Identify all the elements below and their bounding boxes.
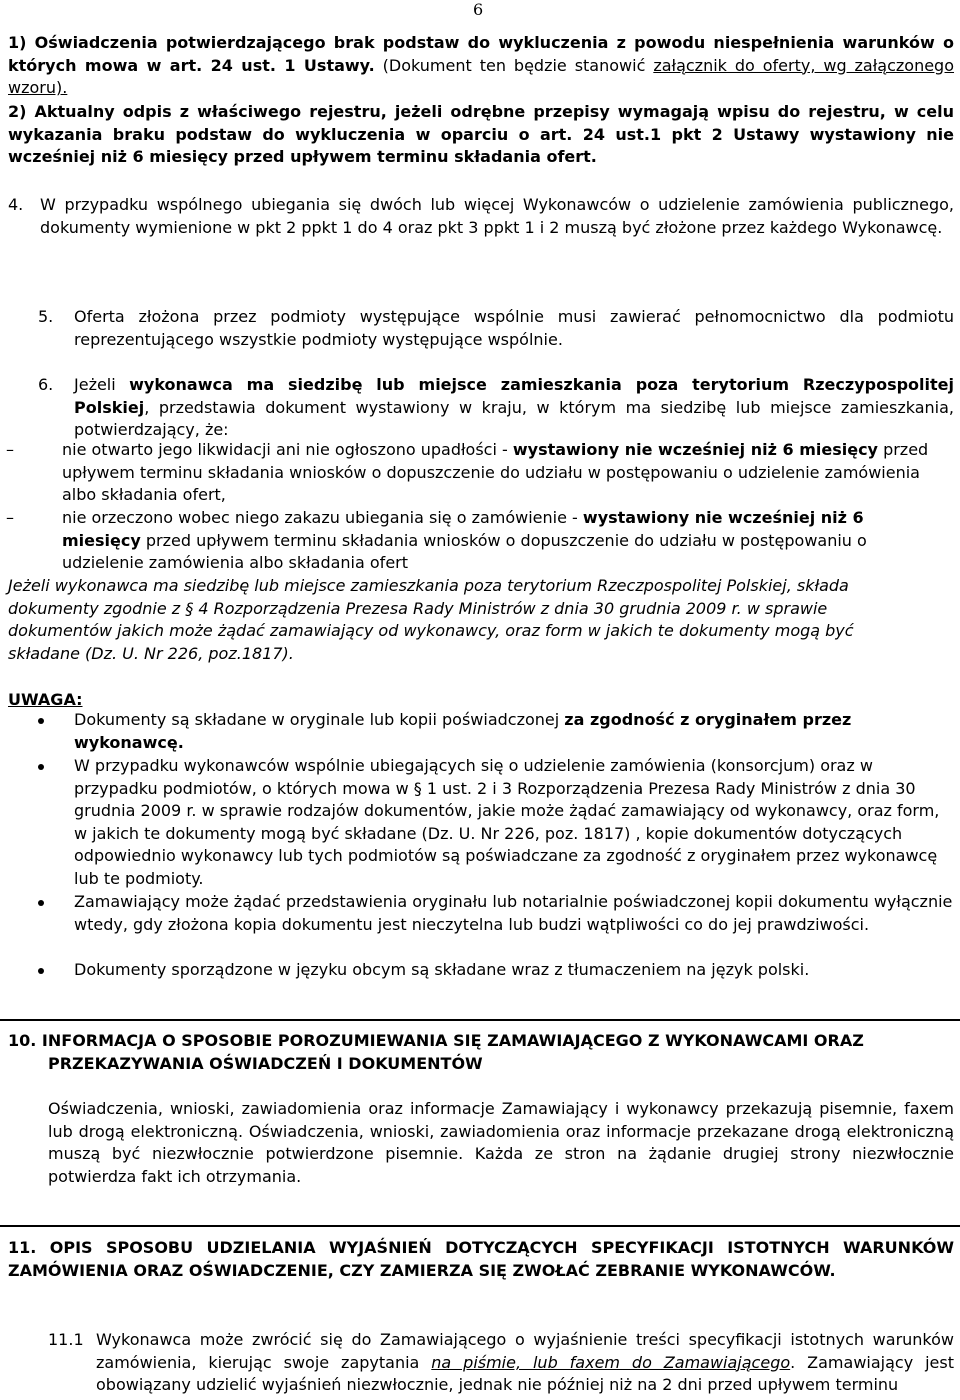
item-1-normal-text: (Dokument ten będzie stanowić [374,55,654,75]
section-11-heading: 11. OPIS SPOSOBU UDZIELANIA WYJAŚNIEŃ DOTYCZĄCYCH SPECYFIKACJI ISTOTNYCH WARUNKÓW ZAMÓWIENIA ORAZ OŚWIADCZENIE, CZY ZAMIERZA SIĘ ZWOŁAĆ ZEBRANIE WYKONAWCÓW. [8,1238,954,1280]
uwaga-bullet-2-text: W przypadku wykonawców wspólnie ubiegających się o udzielenie zamówienia (konsorcjum) oraz w przypadku podmiotów, o których mowa w § 1 ust. 2 i 3 Rozporządzenia Prezesa Rady Ministrów z dnia 30 grudnia 2009 r. w sprawie rodzajów dokumentów, jakie może żądać zamawiający od wykonawcy, oraz form, w jakich te dokumenty mogą być składane (Dz. U. Nr 226, poz. 1817) , kopie dokumentów dotyczących odpowiednio wykonawcy lub tych podmiotów są poświadczane za zgodność z oryginałem przez wykonawcę lub te podmioty. [74,756,940,888]
section-5-text: Oferta złożona przez podmioty występujące wspólnie musi zawierać pełnomocnictwo dla podmiotu reprezentującego wszystkie podmioty występujące wspólnie. [74,307,954,349]
dash-2-text-b: przed upływem terminu składania wniosków o dopuszczenie do udziału w postępowaniu o udzielenie zamówienia albo składania ofert [62,530,867,573]
dash-2-bold: wystawiony nie wcześniej niż 6 miesięcy [62,508,864,550]
section-4-text: W przypadku wspólnego ubiegania się dwóch lub więcej Wykonawców o udzielenie zamówienia publicznego, dokumenty wymienione w pkt 2 ppkt 1 do 4 oraz pkt 3 ppkt 1 i 2 muszą być złożone przez każdego Wykonawcę. [40,195,954,237]
dash-bullet-icon: – [6,440,14,459]
item-1-underlined-text: załącznik do oferty, wg załączonego wzoru). [8,55,955,98]
dash-1-text-b: przed upływem terminu składania wniosków o dopuszczenie do udziału w postępowaniu o udzielenie zamówienia albo składania ofert, [62,440,929,505]
section-11-1-text-a: Wykonawca może zwrócić się do Zamawiającego o wyjaśnienie treści specyfikacji istotnych warunków zamówienia, kierując swoje zapytania [96,1330,954,1372]
bullet-1-text-a: Dokumenty są składane w oryginale lub kopii poświadczonej [74,710,565,729]
section-6-text-a: Jeżeli [74,375,130,394]
bullet-dot-icon [38,900,44,906]
section-6-number: 6. [38,375,54,394]
section-6-text [74,374,954,442]
dash-2-text-a: nie orzeczono wobec niego zakazu ubiegania się o zamówienie - [62,508,583,527]
section-4 [8,194,954,237]
bullet-1-bold: za zgodność z oryginałem przez wykonawcę. [74,710,852,752]
section-10-text: Oświadczenia, wnioski, zawiadomienia oraz informacje Zamawiający i wykonawcy przekazują pisemnie, faxem lub drogą elektroniczną. Oświadczenia, wnioski, zawiadomienia oraz informacje przekazane drogą elektroniczną muszą być niezwłocznie potwierdzone pisemnie. Każda ze stron na żądanie drugiej strony niezwłocznie potwierdza fakt ich otrzymania. [48,1099,954,1186]
section-11-1-text-b: . Zamawiający jest obowiązany udzielić wyjaśnień niezwłocznie, jednak nie później niż na 2 dni przed upływem terminu [96,1352,954,1395]
page-number: 6 [473,0,484,19]
uwaga-bullet-3-text: Zamawiający może żądać przedstawienia oryginału lub notarialnie poświadczonej kopii dokumentu wyłącznie wtedy, gdy złożona kopia dokumentu jest nieczytelna lub budzi wątpliwości co do jej prawdziwości. [74,892,953,934]
section-11-1 [48,1329,954,1395]
section-10-heading-line-2 [8,1053,954,1076]
uwaga-heading: UWAGA: [8,690,83,709]
section-5 [38,306,954,349]
section-11-1-italic: na piśmie, lub faxem do Zamawiającego [431,1352,791,1372]
item-1-bold-text: 1) Oświadczenia potwierdzającego brak podstaw do wykluczenia z powodu niespełnienia warunków o których mowa w art. 24 ust. 1 Ustawy. [8,33,954,75]
uwaga-bullet-1-text [74,709,954,754]
dash-item-1-text [62,439,942,507]
dash-1-bold: wystawiony nie wcześniej niż 6 miesięcy [512,440,878,459]
section-11-1-text [96,1329,954,1397]
section-10-heading-line-1 [8,1030,954,1053]
bullet-dot-icon [38,764,44,770]
dash-1-text-a: nie otwarto jego likwidacji ani nie ogłoszono upadłości - [62,440,513,459]
section-divider [0,1225,960,1227]
bullet-dot-icon [38,968,44,974]
section-6 [38,374,955,440]
item-2-registry-extract: 2) Aktualny odpis z właściwego rejestru, jeżeli odrębne przepisy wymagają wpisu do rejestru, w celu wykazania braku podstaw do wykluczenia w oparciu o art. 24 ust.1 pkt 2 Ustawy wystawiony nie wcześniej niż 6 miesięcy przed upływem terminu składania ofert. [8,102,954,167]
section-5-number: 5. [38,307,54,326]
section-6-text-b: , przedstawia dokument wystawiony w kraju, w którym ma siedzibę lub miejsce zamieszkania, potwierdzający, że: [74,397,954,440]
uwaga-bullet-4-text: Dokumenty sporządzone w języku obcym są składane wraz z tłumaczeniem na język polski. [74,960,810,979]
section-10-title-2: PRZEKAZYWANIA OŚWIADCZEŃ I DOKUMENTÓW [48,1053,483,1073]
section-11-1-number: 11.1 [48,1330,84,1349]
section-10-heading [8,1030,954,1075]
dash-bullet-icon: – [6,508,14,527]
section-10-number: 10. [8,1031,37,1050]
bullet-dot-icon [38,718,44,724]
section-10-title-1: INFORMACJA O SPOSOBIE POROZUMIEWANIA SIĘ ZAMAWIAJĄCEGO Z WYKONAWCAMI ORAZ [41,1031,864,1050]
section-divider [0,1019,960,1021]
dash-item-2-text [62,507,942,575]
foreign-contractor-note: Jeżeli wykonawca ma siedzibę lub miejsce zamieszkania poza terytorium Rzeczpospolitej Polskiej, składa dokumenty zgodnie z § 4 Rozporządzenia Prezesa Rady Ministrów z dnia 30 grudnia 2009 r. w sprawie dokumentów jakich może żądać zamawiający od wykonawcy, oraz form w jakich te dokumenty mogą być składane (Dz. U. Nr 226, poz.1817). [8,576,854,663]
item-1-statement [8,32,954,100]
section-4-number: 4. [8,195,24,214]
section-6-bold: wykonawca ma siedzibę lub miejsce zamieszkania poza terytorium Rzeczypospolitej Polskiej [74,375,955,417]
